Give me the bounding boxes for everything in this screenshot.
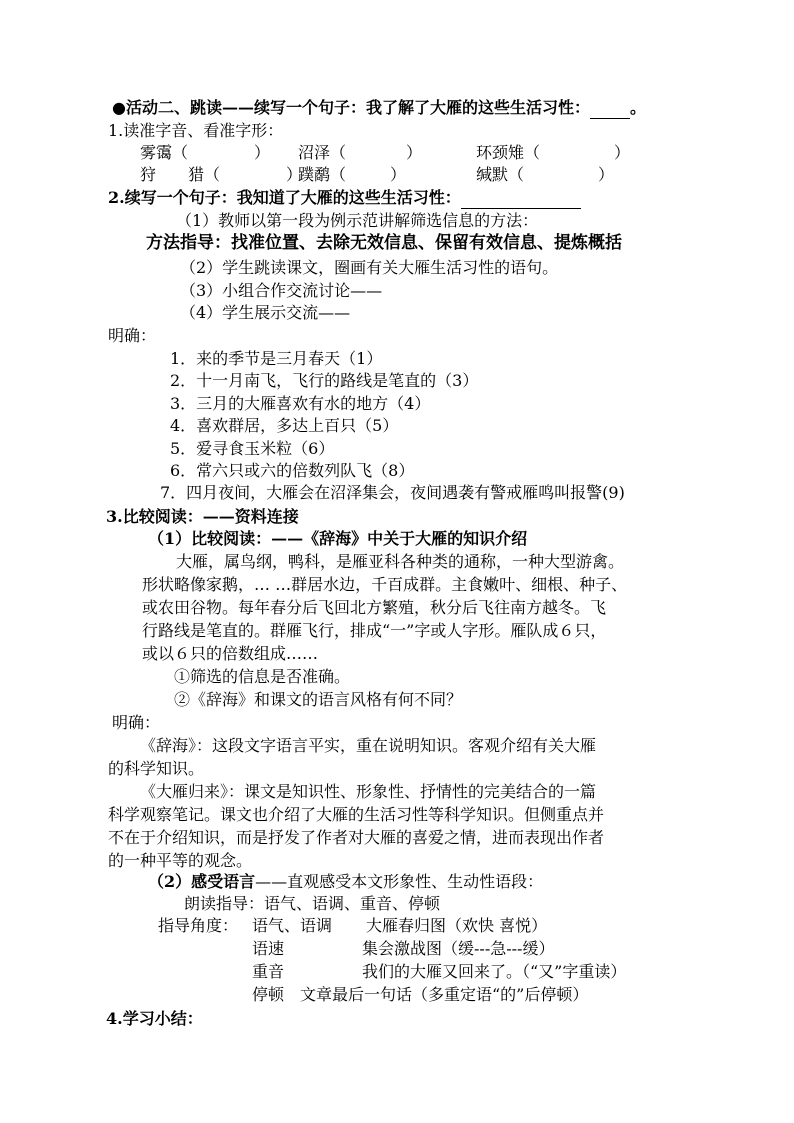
vocab-item: 雾霭（ ） bbox=[140, 143, 271, 162]
clear-label: 明确： bbox=[112, 713, 161, 732]
list-item: 5．爱寻食玉米粒（6） bbox=[170, 439, 335, 458]
feel-language-heading: （2）感受语言——直观感受本文形象性、生动性语段： bbox=[148, 872, 544, 891]
step2-heading: 2.续写一个句子：我知道了大雁的这些生活习性： bbox=[108, 187, 581, 209]
reading-guide: 朗读指导：语气、语调、重音、停顿 bbox=[184, 894, 441, 913]
method-intro: （1）教师以第一段为例示范讲解筛选信息的方法： bbox=[176, 211, 539, 230]
activity-heading-end: 。 bbox=[629, 98, 646, 117]
list-item: 2．十一月南飞，飞行的路线是笔直的（3） bbox=[170, 371, 479, 390]
list-item: 4．喜欢群居，多达上百只（5） bbox=[170, 416, 399, 435]
vocab-item: 沼泽（ ） bbox=[298, 143, 423, 162]
cihai-line: 或以６只的倍数组成…… bbox=[142, 644, 319, 663]
angle-value: 文章最后一句话（多重定语“的”后停顿） bbox=[300, 985, 589, 1004]
vocab-item: 缄默（ ） bbox=[476, 165, 615, 184]
angle-key: 语气、语调 bbox=[252, 916, 333, 935]
question: ①筛选的信息是否准确。 bbox=[174, 667, 351, 686]
angle-key: 停顿 bbox=[252, 985, 285, 1004]
activity-heading-text: ●活动二、跳读——续写一个句子：我了解了大雁的这些生活习性： bbox=[112, 98, 590, 117]
step-text: （3）小组合作交流讨论—— bbox=[180, 281, 383, 300]
cihai-line: 形状略像家鹅，… …群居水边，千百成群。主食嫩叶、细根、种子、 bbox=[142, 575, 628, 594]
angle-key: 重音 bbox=[252, 962, 285, 981]
question: ②《辞海》和课文的语言风格有何不同？ bbox=[174, 690, 463, 709]
answer-line: 科学观察笔记。课文也介绍了大雁的生活习性等科学知识。但侧重点并 bbox=[108, 805, 605, 824]
angle-key: 语速 bbox=[252, 939, 285, 958]
step4-heading: 4.学习小结： bbox=[106, 1009, 203, 1028]
list-item: 3．三月的大雁喜欢有水的地方（4） bbox=[170, 394, 431, 413]
list-item: 6．常六只或六的倍数列队飞（8） bbox=[170, 461, 415, 480]
method-guide: 方法指导：找准位置、去除无效信息、保留有效信息、提炼概括 bbox=[146, 233, 622, 253]
cihai-line: 大雁，属鸟纲，鸭科，是雁亚科各种类的通称，一种大型游禽。 bbox=[176, 552, 625, 571]
list-item: 1．来的季节是三月春天（1） bbox=[170, 349, 383, 368]
step3-heading: 3.比较阅读：——资料连接 bbox=[106, 507, 299, 526]
angle-label: 指导角度： bbox=[158, 916, 239, 935]
list-item: 7．四月夜间，大雁会在沼泽集会，夜间遇袭有警戒雁鸣叫报警(9) bbox=[160, 483, 625, 502]
vocab-item: 狩 猎（ ） bbox=[140, 165, 303, 184]
vocab-item: 环颈雉（ ） bbox=[476, 143, 631, 162]
compare-heading: （1）比较阅读：——《辞海》中关于大雁的知识介绍 bbox=[148, 529, 528, 548]
cihai-line: 行路线是笔直的。群雁飞行，排成“一”字或人字形。雁队成６只， bbox=[142, 621, 607, 640]
answer-line: 不在于介绍知识，而是抒发了作者对大雁的喜爱之情，进而表现出作者 bbox=[108, 828, 605, 847]
angle-value: 集会激战图（缓---急---缓） bbox=[362, 939, 555, 958]
blank-line bbox=[461, 208, 581, 209]
answer-line: 《大雁归来》：课文是知识性、形象性、抒情性的完美结合的一篇 bbox=[140, 782, 597, 801]
step-text: （4）学生展示交流—— bbox=[180, 303, 351, 322]
answer-line: 的科学知识。 bbox=[108, 759, 205, 778]
blank-line bbox=[590, 118, 630, 119]
angle-value: 我们的大雁又回来了。（“又”字重读） bbox=[362, 962, 627, 981]
answer-line: 的一种平等的观念。 bbox=[108, 851, 253, 870]
clear-label: 明确： bbox=[108, 326, 157, 345]
activity-heading bbox=[112, 97, 646, 119]
vocab-item: 蹼鹬（ ） bbox=[298, 165, 407, 184]
step1-heading: 1.读准字音、看准字形： bbox=[108, 121, 284, 140]
cihai-line: 或农田谷物。每年春分后飞回北方繁殖，秋分后飞往南方越冬。飞 bbox=[142, 598, 607, 617]
angle-value: 大雁春归图（欢快 喜悦） bbox=[366, 916, 548, 935]
answer-line: 《辞海》：这段文字语言平实，重在说明知识。客观介绍有关大雁 bbox=[140, 736, 597, 755]
step-text: （2）学生跳读课文，圈画有关大雁生活习性的语句。 bbox=[180, 258, 559, 277]
